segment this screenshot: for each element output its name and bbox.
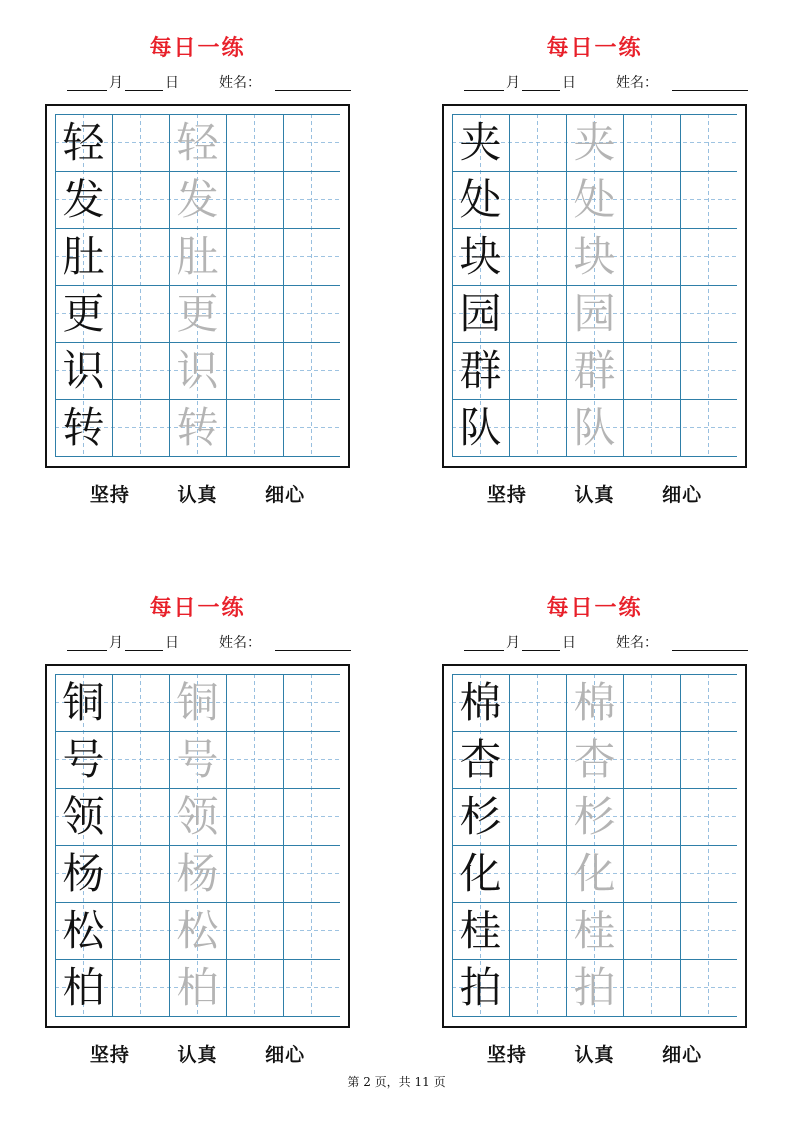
- name-label: 姓名：: [616, 635, 658, 651]
- trace-character: 处: [573, 175, 616, 224]
- model-character: 领: [62, 792, 105, 841]
- trace-character: 夹: [573, 118, 616, 167]
- practice-card-4: [442, 560, 747, 1066]
- motto-word: 坚持: [89, 484, 130, 506]
- motto: [45, 1040, 350, 1067]
- day-blank[interactable]: [125, 650, 163, 651]
- trace-character: 化: [573, 849, 616, 898]
- trace-character: 块: [573, 232, 616, 281]
- motto-word: 坚持: [89, 1044, 130, 1066]
- date-name-line: [464, 634, 754, 654]
- trace-character: 棉: [573, 678, 616, 727]
- trace-character: 识: [176, 346, 219, 395]
- practice-card-2: [442, 0, 747, 506]
- trace-character: 杨: [176, 849, 219, 898]
- month-blank[interactable]: [67, 90, 107, 91]
- trace-character: 园: [573, 289, 616, 338]
- model-character: 转: [62, 403, 105, 452]
- trace-character: 杉: [573, 792, 616, 841]
- model-character: 发: [62, 175, 105, 224]
- model-character: 块: [459, 232, 502, 281]
- model-character: 队: [459, 403, 502, 452]
- motto-word: 坚持: [486, 1044, 527, 1066]
- month-label: 月: [109, 75, 123, 91]
- month-blank[interactable]: [67, 650, 107, 651]
- model-character: 处: [459, 175, 502, 224]
- model-character: 肚: [62, 232, 105, 281]
- trace-character: 领: [176, 792, 219, 841]
- motto-word: 认真: [177, 484, 218, 506]
- trace-character: 肚: [176, 232, 219, 281]
- month-label: 月: [506, 75, 520, 91]
- writing-grid-board: [45, 104, 350, 468]
- model-character: 柏: [62, 963, 105, 1012]
- trace-character: 号: [176, 735, 219, 784]
- page-footer: 第 2 页，共 11 页: [347, 1075, 446, 1089]
- motto: [442, 1040, 747, 1067]
- month-blank[interactable]: [464, 650, 504, 651]
- model-character: 轻: [62, 118, 105, 167]
- trace-character: 松: [176, 906, 219, 955]
- day-label: 日: [165, 635, 179, 651]
- day-blank[interactable]: [125, 90, 163, 91]
- model-character: 杏: [459, 735, 502, 784]
- day-blank[interactable]: [522, 90, 560, 91]
- name-label: 姓名：: [219, 635, 261, 651]
- name-blank[interactable]: [672, 650, 748, 651]
- practice-card-1: [45, 0, 350, 506]
- trace-character: 发: [176, 175, 219, 224]
- motto-word: 坚持: [486, 484, 527, 506]
- motto-word: 认真: [574, 1044, 615, 1066]
- card-title: 每日一练: [546, 36, 643, 61]
- model-character: 拍: [459, 963, 502, 1012]
- model-character: 铜: [62, 678, 105, 727]
- trace-character: 轻: [176, 118, 219, 167]
- model-character: 杉: [459, 792, 502, 841]
- card-title: 每日一练: [149, 596, 246, 621]
- model-character: 夹: [459, 118, 502, 167]
- month-blank[interactable]: [464, 90, 504, 91]
- day-label: 日: [562, 635, 576, 651]
- card-title: 每日一练: [149, 36, 246, 61]
- trace-character: 拍: [573, 963, 616, 1012]
- motto-word: 细心: [662, 1044, 703, 1066]
- trace-character: 柏: [176, 963, 219, 1012]
- month-label: 月: [109, 635, 123, 651]
- trace-character: 转: [176, 403, 219, 452]
- motto-word: 认真: [574, 484, 615, 506]
- date-name-line: [67, 74, 357, 94]
- trace-character: 桂: [573, 906, 616, 955]
- model-character: 识: [62, 346, 105, 395]
- month-label: 月: [506, 635, 520, 651]
- model-character: 群: [459, 346, 502, 395]
- motto: [45, 480, 350, 507]
- trace-character: 杏: [573, 735, 616, 784]
- model-character: 棉: [459, 678, 502, 727]
- trace-character: 队: [573, 403, 616, 452]
- card-title: 每日一练: [546, 596, 643, 621]
- date-name-line: [67, 634, 357, 654]
- model-character: 桂: [459, 906, 502, 955]
- practice-card-3: [45, 560, 350, 1066]
- name-blank[interactable]: [672, 90, 748, 91]
- name-label: 姓名：: [616, 75, 658, 91]
- model-character: 化: [459, 849, 502, 898]
- day-blank[interactable]: [522, 650, 560, 651]
- motto-word: 细心: [265, 1044, 306, 1066]
- name-blank[interactable]: [275, 650, 351, 651]
- motto: [442, 480, 747, 507]
- model-character: 杨: [62, 849, 105, 898]
- motto-word: 细心: [662, 484, 703, 506]
- trace-character: 铜: [176, 678, 219, 727]
- motto-word: 细心: [265, 484, 306, 506]
- name-label: 姓名：: [219, 75, 261, 91]
- model-character: 号: [62, 735, 105, 784]
- name-blank[interactable]: [275, 90, 351, 91]
- motto-word: 认真: [177, 1044, 218, 1066]
- trace-character: 更: [176, 289, 219, 338]
- date-name-line: [464, 74, 754, 94]
- writing-grid-board: [442, 104, 747, 468]
- trace-character: 群: [573, 346, 616, 395]
- model-character: 松: [62, 906, 105, 955]
- writing-grid-board: [442, 664, 747, 1028]
- day-label: 日: [562, 75, 576, 91]
- day-label: 日: [165, 75, 179, 91]
- writing-grid-board: [45, 664, 350, 1028]
- model-character: 园: [459, 289, 502, 338]
- model-character: 更: [62, 289, 105, 338]
